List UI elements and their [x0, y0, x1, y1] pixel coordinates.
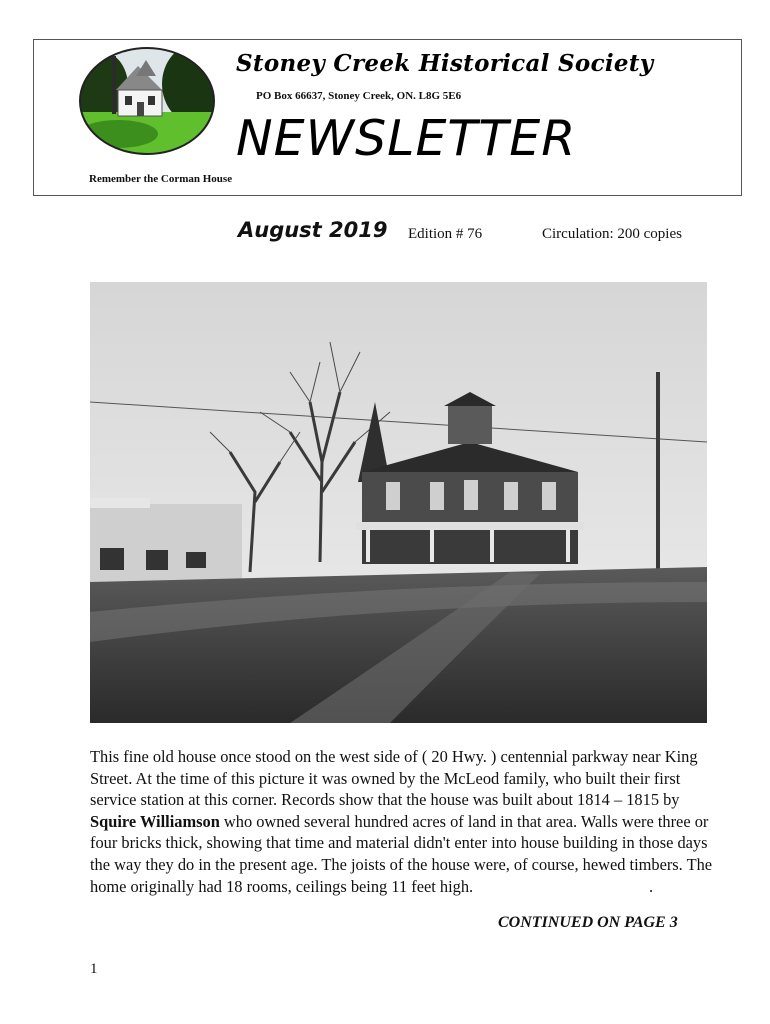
mcleod-house-photo — [90, 282, 707, 723]
stray-period: . — [649, 876, 654, 896]
continued-link: CONTINUED ON PAGE 3 — [498, 914, 678, 931]
squire-williamson-name: Squire Williamson — [90, 811, 220, 831]
newsletter-title: NEWSLETTER — [236, 110, 577, 167]
circulation: Circulation: 200 copies — [542, 226, 682, 242]
edition-number: Edition # 76 — [408, 226, 483, 242]
article-body: This fine old house once stood on the west side of ( 20 Hwy. ) centennial parkway near King Street. At the time of this picture it was owned by the McLeod family, who built their first service station at this corner. Records show that the house was built about 1814 – 1815 by Squire Williamson who owned several hundred acres of land in that area. Walls were three or four bricks thick, showing that time and material didn't enter into house building in those days the way they do in the present age. The joists of the house were, of course, hewed timbers. The home originally had 18 rooms, ceilings being 11 feet high. . — [90, 747, 713, 896]
society-name: Stoney Creek Historical Society — [236, 50, 654, 77]
issue-date: August 2019 — [238, 218, 388, 242]
page-number: 1 — [90, 961, 98, 977]
society-address: PO Box 66637, Stoney Creek, ON. L8G 5E6 — [256, 90, 462, 102]
corman-house-logo — [78, 46, 216, 156]
masthead-tagline: Remember the Corman House — [89, 173, 233, 185]
masthead — [33, 39, 742, 196]
